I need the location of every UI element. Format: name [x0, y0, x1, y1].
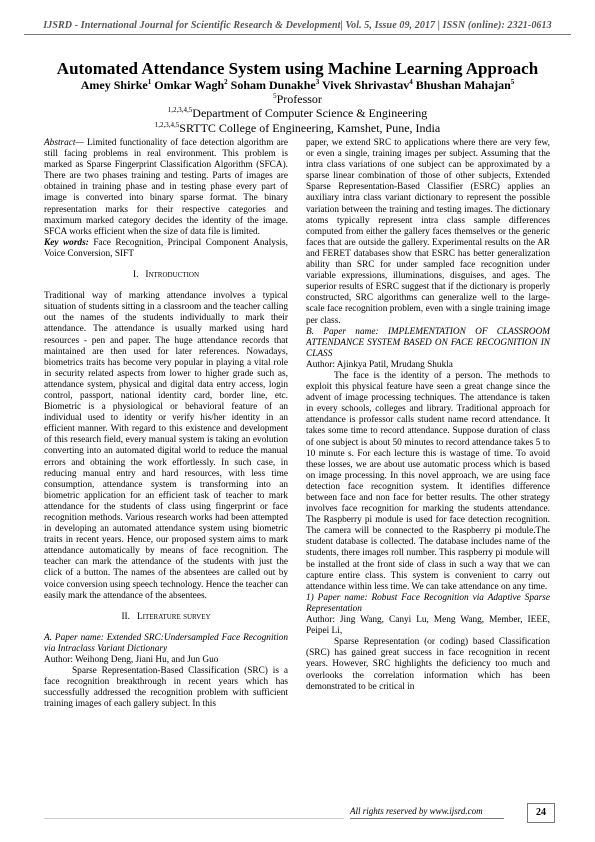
left-column	[44, 138, 288, 711]
subsection-b-text: The face is the identity of a person. The methods to exploit this physical feature have seen a great change since the advent of image processing techniques. The attendance is taken in every schools, colleges and library. Traditional approach for attendance is professor calls student name record attendance. It takes some time to record attendance. Suppose duration of class of one subject is about 50 minutes to record attendance takes 5 to 10 minute s. For each lecture this is wastage of time. To avoid these losses, we are about use automatic process which is based on image processing. In this novel approach, we are using face detection face recognition system. It identifies difference between face and non face for better results. The other strategy involves face recognition for marking the students attendance. The Raspberry pi module is used for face detection recognition. The camera will be connected to the Raspberry pi module.The student database is collected. The database includes name of the students, there images roll number. This raspberry pi module will be installed at the front side of class in such a way that we can capture entire class. This system is convenient to carry out attendance within less time. We can take attendance on any time.	[306, 370, 550, 592]
page-number: 24	[527, 803, 555, 823]
subsection-heading-b: B. Paper name: IMPLEMENTATION OF CLASSROOM ATTENDANCE SYSTEM BASED ON FACE RECOGNITION IN CLASS	[306, 326, 550, 359]
author-name: Amey Shirke	[80, 78, 148, 92]
author-name: Bhushan Mahajan	[415, 78, 511, 92]
author-sup: 2	[224, 78, 228, 86]
author-name: Omkar Wagh	[154, 78, 225, 92]
subsection-heading-c: 1) Paper name: Robust Face Recognition via Adaptive Sparse Representation	[306, 592, 550, 614]
subsection-a-text-continued: paper, we extend SRC to applications where there are very few, or even a single, training images per subject. Assuming that the intra class variations of one subject can be approximated by a sparse linear combination of those of other subjects, Extended Sparse Representation-Based Classifier (ESRC) applies an auxiliary intra class variant dictionary to represent the possible variation between the training and testing images. The dictionary atoms typically represent intra class sample differences computed from either the gallery faces themselves or the generic faces that are outside the gallery. Experimental results on the AR and FERET databases show that ESRC has better generalization ability than SRC for under sampled face recognition under variable expressions, illuminations, disguises, and ages. The superior results of ESRC suggest that if the dictionary is properly constructed, SRC algorithms can generalize well to the large-scale face recognition problem, even with a single training image per class.	[306, 138, 550, 326]
section-title: Introduction	[145, 270, 200, 281]
abstract	[44, 138, 288, 238]
affiliation-sup: 1,2,3,4,5	[167, 106, 193, 114]
footer-divider	[350, 818, 504, 819]
author-sup: 3	[315, 78, 320, 86]
affiliation-college	[30, 121, 565, 135]
author-sup: 1	[147, 78, 152, 86]
subsection-a-text: Sparse Representation-Based Classification (SRC) is a face recognition breakthrough in recent years which has successfully addressed the recognition problem with sufficient training images of each gallery subject. In this	[44, 666, 288, 710]
author-sup: 5	[510, 78, 515, 86]
keywords-text: Face Recognition, Principal Component Analysis, Voice Conversion, SIFT	[44, 237, 289, 259]
affiliation-college-text: SRTTC College of Engineering, Kamshet, Pune, India	[179, 121, 441, 135]
section-number: I.	[132, 270, 139, 281]
keywords-label: Key words:	[44, 237, 89, 248]
header-divider	[24, 34, 571, 35]
abstract-text: Limited functionality of face detection algorithm are still facing problems in real environment. This problem is marked as Sparse Fingerprint Classification Algorithm (SFCA). There are two phases training and testing. Parts of images are obtained in training phase and in testing phase every part of image is converted into binary sparse format. The binary representation marks for their respective categories and maximum marked category decides the identity of the image. SFCA works efficient when the size of data file is limited.	[44, 138, 288, 237]
affiliation-sup: 1,2,3,4,5	[154, 121, 180, 129]
affiliation-department-text: Department of Computer Science & Engineering	[192, 106, 428, 120]
journal-header: IJSRD - International Journal for Scientific Research & Development| Vol. 5, Issue 09, 2017 | ISSN (online): 2321-0613	[43, 20, 552, 31]
paper-title: Automated Attendance System using Machine Learning Approach	[56, 59, 539, 78]
right-column	[306, 138, 550, 693]
section-heading-introduction	[44, 270, 288, 281]
section-title: Literature survey	[136, 611, 211, 622]
affiliation-role	[30, 92, 565, 106]
abstract-label: Abstract—	[44, 138, 84, 148]
author-sup: 4	[409, 78, 413, 86]
introduction-text: Traditional way of marking attendance involves a typical situation of students sitting in a classroom and the teacher calling out the names of the students individually to mark their attendance. The attendance is usually marked using hard resources - pen and paper. The huge attendance records that maintained are then used for later references. Nowadays, biometrics traits has become very popular in playing a vital role in security related aspects from lower to higher grade such as, attendance system, physical and digital data entry access, login control, passport, national identity card, border line, etc. Biometric is a physiological or behavioral feature of an individual used to identity or verify his/her identity in an efficient manner. With regard to this existence and development of this research field, every manual system is taking an evolution converting into an automated digital world to reduce the manual errors and obtaining the work effortlessly. In such case, in reducing manual entry and hard resources, with less time consumption, attendance system is transforming into an biometric application for an efficient task of teacher to mark attendance for the students of class using fingerprint or face recognition methods. Various research works had been attempted in developing an automated attendance system using biometric traits in recent years. Hence, our proposed system aims to mark attendance automatically by means of face recognition. The teacher can mark the attendance of the students with just the click of a button. The names of the absentees are called out by voice conversion using speech technology. Hence the teacher can easily mark the attendance of the absentees.	[44, 291, 288, 601]
affiliation-role-text: Professor	[276, 92, 322, 106]
author-list	[30, 78, 565, 92]
subsection-c-author: Author: Jing Wang, Canyi Lu, Meng Wang, Member, IEEE, Peipei Li,	[306, 615, 550, 637]
section-number: II.	[121, 611, 130, 622]
subsection-b-author: Author: Ajinkya Patil, Mrudang Shukla	[306, 359, 453, 370]
subsection-a-author: Author: Weihong Deng, Jiani Hu, and Jun Guo	[44, 655, 219, 666]
affiliation-department	[30, 106, 565, 120]
footer-divider-left	[44, 818, 344, 819]
subsection-heading-a: A. Paper name: Extended SRC:Undersampled Face Recognition via Intraclass Variant Dictionary	[44, 632, 288, 654]
subsection-c-text: Sparse Representation (or coding) based Classification (SRC) has gained great success in face recognition in recent years. However, SRC highlights the deficiency too much and overlooks the correlation information which has been demonstrated to be critical in	[306, 637, 550, 692]
affiliation-sup: 5	[273, 92, 277, 100]
keywords	[44, 238, 288, 260]
author-name: Vivek Shrivastav	[321, 78, 410, 92]
footer-rights: All rights reserved by www.ijsrd.com	[350, 806, 483, 816]
section-heading-literature	[44, 612, 288, 623]
author-name: Soham Dunakhe	[230, 78, 316, 92]
